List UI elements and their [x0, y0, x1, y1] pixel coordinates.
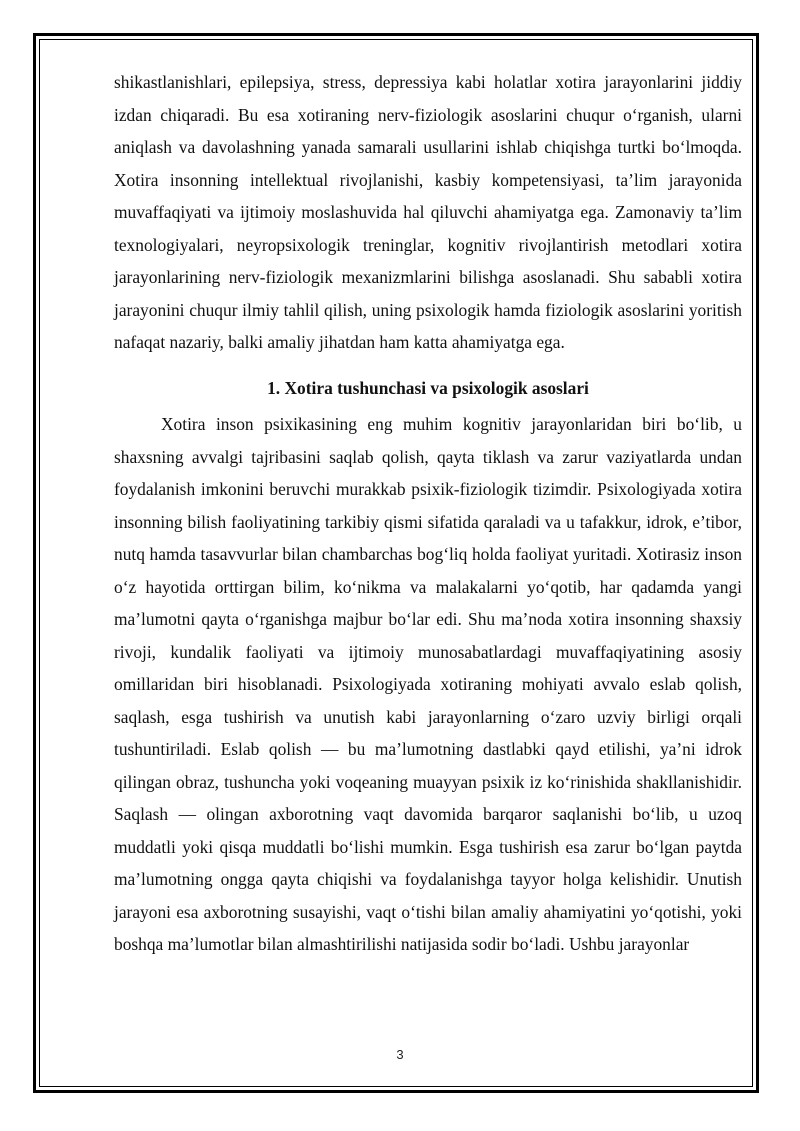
page-number: 3	[396, 1047, 404, 1062]
paragraph-section: Xotira inson psixikasining eng muhim kognitiv jarayonlaridan biri bo‘lib, u shaxsning avvalgi tajribasini saqlab qolish, qayta tiklash va zarur vaziyatlarda undan foydalanish imkonini beruvchi murakkab psixik-fiziologik tizimdir. Psixologiyada xotira insonning bilish faoliyatining tarkibiy qismi sifatida qaraladi va u tafakkur, idrok, e’tibor, nutq hamda tasavvurlar bilan chambarchas bog‘liq holda faoliyat yuritadi. Xotirasiz inson o‘z hayotida orttirgan bilim, ko‘nikma va malakalarni yo‘qotib, har qadamda yangi ma’lumotni qayta o‘rganishga majbur bo‘lar edi. Shu ma’noda xotira insonning shaxsiy rivoji, kundalik faoliyati va ijtimoiy munosabatlardagi muvaffaqiyatining asosiy omillaridan biri hisoblanadi. Psixologiyada xotiraning mohiyati avvalo eslab qolish, saqlash, esga tushirish va unutish kabi jarayonlarning o‘zaro uzviy birligi orqali tushuntiriladi. Eslab qolish — bu ma’lumotning dastlabki qayd etilishi, ya’ni idrok qilingan obraz, tushuncha yoki voqeaning muayyan psixik iz ko‘rinishida shakllanishidir. Saqlash — olingan axborotning vaqt davomida barqaror saqlanishi bo‘lib, u uzoq muddatli yoki qisqa muddatli bo‘lishi mumkin. Esga tushirish esa zarur bo‘lgan paytda ma’lumotning ongga qayta chiqishi va foydalanishga tayyor holga kelishidir. Unutish jarayoni esa axborotning susayishi, vaqt o‘tishi bilan amaliy ahamiyatini yo‘qotishi, yoki boshqa ma’lumotlar bilan almashtirilishi natijasida sodir bo‘ladi. Ushbu jarayonlar	[114, 414, 742, 954]
paragraph-continued: shikastlanishlari, epilepsiya, stress, depressiya kabi holatlar xotira jarayonlarini jiddiy izdan chiqaradi. Bu esa xotiraning nerv-fiziologik asoslarini chuqur o‘rganish, ularni aniqlash va davolashning yanada samarali usullarini ishlab chiqishga turtki bo‘lmoqda. Xotira insonning intellektual rivojlanishi, kasbiy kompetensiyasi, ta’lim jarayonida muvaffaqiyati va ijtimoiy moslashuvida hal qiluvchi ahamiyatga ega. Zamonaviy ta’lim texnologiyalari, neyropsixologik treninglar, kognitiv rivojlantirish metodlari xotira jarayonlarining nerv-fiziologik mexanizmlarini bilishga asoslanadi. Shu sababli xotira jarayonini chuqur ilmiy tahlil qilish, uning psixologik hamda fiziologik asoslarini yoritish nafaqat nazariy, balki amaliy jihatdan ham katta ahamiyatga ega.	[114, 72, 742, 352]
section-heading: 1. Xotira tushunchasi va psixologik asoslari	[267, 377, 589, 398]
document-body	[114, 66, 742, 961]
